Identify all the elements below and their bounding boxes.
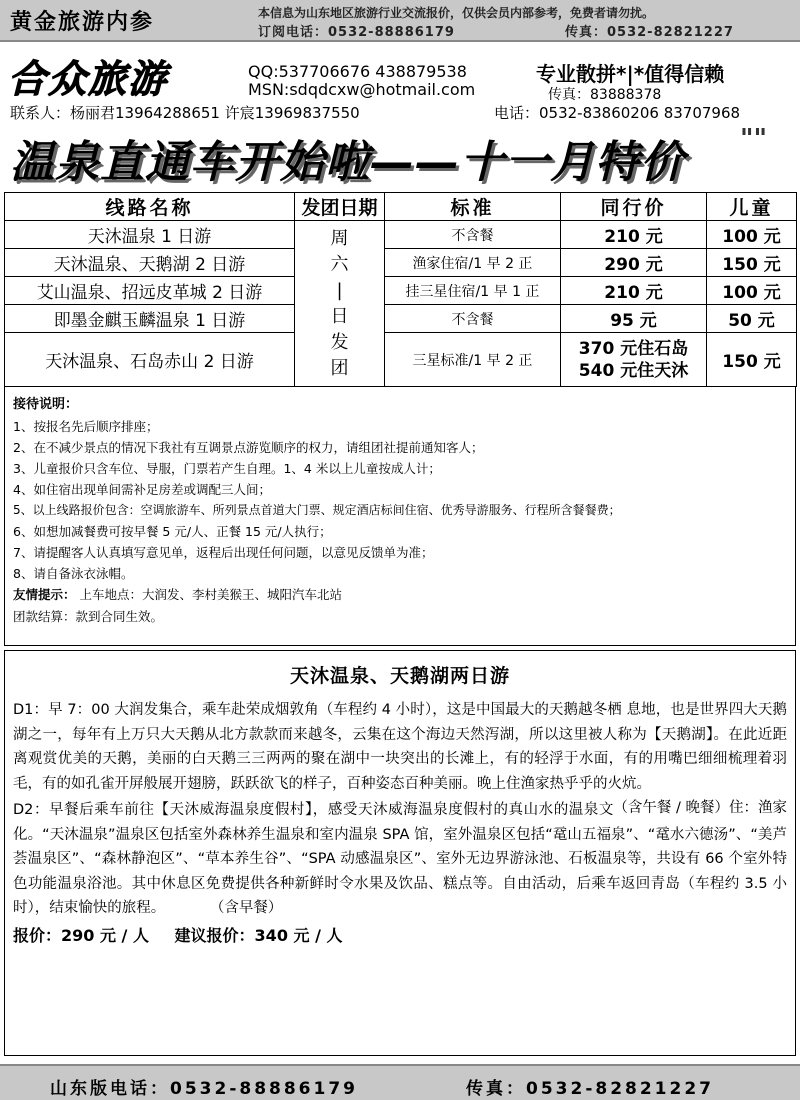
col-header-standard: 标准 [385,193,561,221]
route-name: 艾山温泉、招远皮革城 2 日游 [5,277,295,305]
standard: 不含餐 [385,305,561,333]
date-char: | [336,279,343,301]
note-item: 8、请自备泳衣泳帽。 [13,566,134,581]
note-item: 6、如想加减餐费可按早餐 5 元/人、正餐 15 元/人执行； [13,524,332,539]
note-item: 4、如住宿出现单间需补足房差或调配三人间； [13,482,271,497]
day1-description [13,698,787,816]
publication-brand: 黄金旅游内参 [10,10,155,35]
date-char: 团 [330,357,349,379]
subscription-phone: 订阅电话：0532-88886179 [258,25,455,40]
col-header-price: 同行价 [561,193,707,221]
date-char: 发 [330,331,349,353]
col-header-child: 儿童 [707,193,797,221]
date-char: 六 [330,253,349,275]
company-logo: 合众旅游 [8,57,169,101]
table-header-row [5,193,797,221]
headline-decoration: "" [740,124,768,154]
itinerary-title: 天沐温泉、天鹅湖两日游 [289,665,510,687]
table-row [5,333,797,387]
table-row [5,277,797,305]
footer-banner [0,1064,800,1100]
child-price: 50 元 [707,305,797,333]
quoted-price: 报价：290 元 / 人 [13,925,149,945]
day2-meals: （含早餐） [209,900,283,916]
suggested-price: 建议报价：340 元 / 人 [174,925,343,945]
footer-phone: 山东版电话：0532-88886179 [50,1079,358,1099]
price-table [4,192,797,387]
table-row [5,249,797,277]
itinerary-section [4,650,796,1056]
top-fax: 传真：0532-82821227 [565,25,734,40]
trade-price [561,333,707,387]
notes-title: 接待说明： [13,397,79,412]
company-header [0,46,800,122]
company-contacts: 联系人：杨丽君13964288651 许宸13969837550 [10,104,360,122]
date-char: 日 [330,305,349,327]
table-row [5,305,797,333]
reception-notes [4,386,796,646]
date-char: 周 [330,227,349,249]
pickup-locations: 上车地点：大润发、李村美猴王、城阳汽车北站 [79,587,343,602]
company-slogan: 专业散拼*|*值得信赖 [536,62,725,86]
note-item: 3、儿童报价只含车位、导服，门票若产生自理。1、4 米以上儿童按成人计； [13,461,441,476]
trade-price: 210 元 [561,221,707,249]
settlement-note: 团款结算：款到合同生效。 [13,609,164,624]
day1-meals: （含午餐 / 晚餐）住：渔家 [613,800,787,816]
friendly-tip-label: 友情提示： [13,587,76,602]
company-tel: 电话：0532-83860206 83707968 [494,104,741,122]
company-fax: 传真：83888378 [548,87,662,103]
standard: 挂三星住宿/1 早 1 正 [385,277,561,305]
route-name: 天沐温泉、石岛赤山 2 日游 [5,333,295,387]
departure-date [295,221,385,387]
route-name: 即墨金麒玉麟温泉 1 日游 [5,305,295,333]
standard: 不含餐 [385,221,561,249]
table-row [5,221,797,249]
note-item: 7、请提醒客人认真填写意见单，返程后出现任何问题，以意见反馈单为准； [13,545,434,560]
company-msn: MSN:sdqdcxw@hotmail.com [248,80,476,99]
day2-text: D2：早餐后乘车前往【天沐威海温泉度假村】，感受天沐威海温泉度假村的真山水的温泉文化。“天沐温泉”温泉区包括室外森林养生温泉和室内温泉 SPA 馆，室外温泉区包括“鼋山五福泉”、“鼋水六德汤”、“美芦荟温泉区”、“森林静泡区”、“草本养生谷”、“SPA 动感温泉区”、室外无边界游泳池、石板温泉等，共设有 66 个室外特色功能温泉浴池。其中休息区免费提供各种新鲜时令水果及饮品、糕点等。自由活动，后乘车返回青岛（车程约 3.5 小时），结束愉快的旅程。 [13,802,787,916]
child-price: 150 元 [707,333,797,387]
promo-headline: 温泉直通车开始啦——十一月特价 [10,137,685,188]
day1-text: D1：早 7：00 大润发集合，乘车赴荣成烟敦角（车程约 4 小时），这是中国最大的天鹅越冬栖 息地，也是世界四大天鹅湖之一，每年有上万只大天鹅从北方款款而来越冬，云集在这个海边天然泻湖，所以这里被人称为【天鹅湖】。在此近距离观赏优美的天鹅，美丽的白天鹅三三两两的聚在湖中一块突出的长滩上，有的轻浮于水面，有的用嘴巴细细梳理着羽毛，有的如孔雀开屏般展开翅膀，跃跃欲飞的样子，百种姿态百种美丽。晚上住渔家热乎乎的火炕。 [13,702,787,792]
price-option-tianmu: 540 元住天沐 [578,360,689,381]
friendly-tip [13,584,787,606]
col-header-route: 线路名称 [5,193,295,221]
child-price: 100 元 [707,221,797,249]
standard: 渔家住宿/1 早 2 正 [385,249,561,277]
standard: 三星标准/1 早 2 正 [385,333,561,387]
col-header-date: 发团日期 [295,193,385,221]
note-item: 5、以上线路报价包含：空调旅游车、所列景点首道大门票、规定酒店标间住宿、优秀导游服务、行程所含餐餐费； [13,503,621,517]
trade-price: 95 元 [561,305,707,333]
member-notice: 本信息为山东地区旅游行业交流报价，仅供会员内部参考，免费者请勿扰。 [258,6,655,20]
trade-price: 210 元 [561,277,707,305]
child-price: 150 元 [707,249,797,277]
note-item: 2、在不减少景点的情况下我社有互调景点游览顺序的权力，请组团社提前通知客人； [13,440,484,455]
price-option-shidao: 370 元住石岛 [578,338,689,359]
top-banner [0,0,800,42]
route-name: 天沐温泉 1 日游 [5,221,295,249]
note-item: 1、按报名先后顺序排座； [13,419,159,434]
footer-fax: 传真：0532-82821227 [466,1079,714,1099]
child-price: 100 元 [707,277,797,305]
trade-price: 290 元 [561,249,707,277]
route-name: 天沐温泉、天鹅湖 2 日游 [5,249,295,277]
itinerary-price [13,923,787,946]
company-qq: QQ:537706676 438879538 [248,62,467,81]
